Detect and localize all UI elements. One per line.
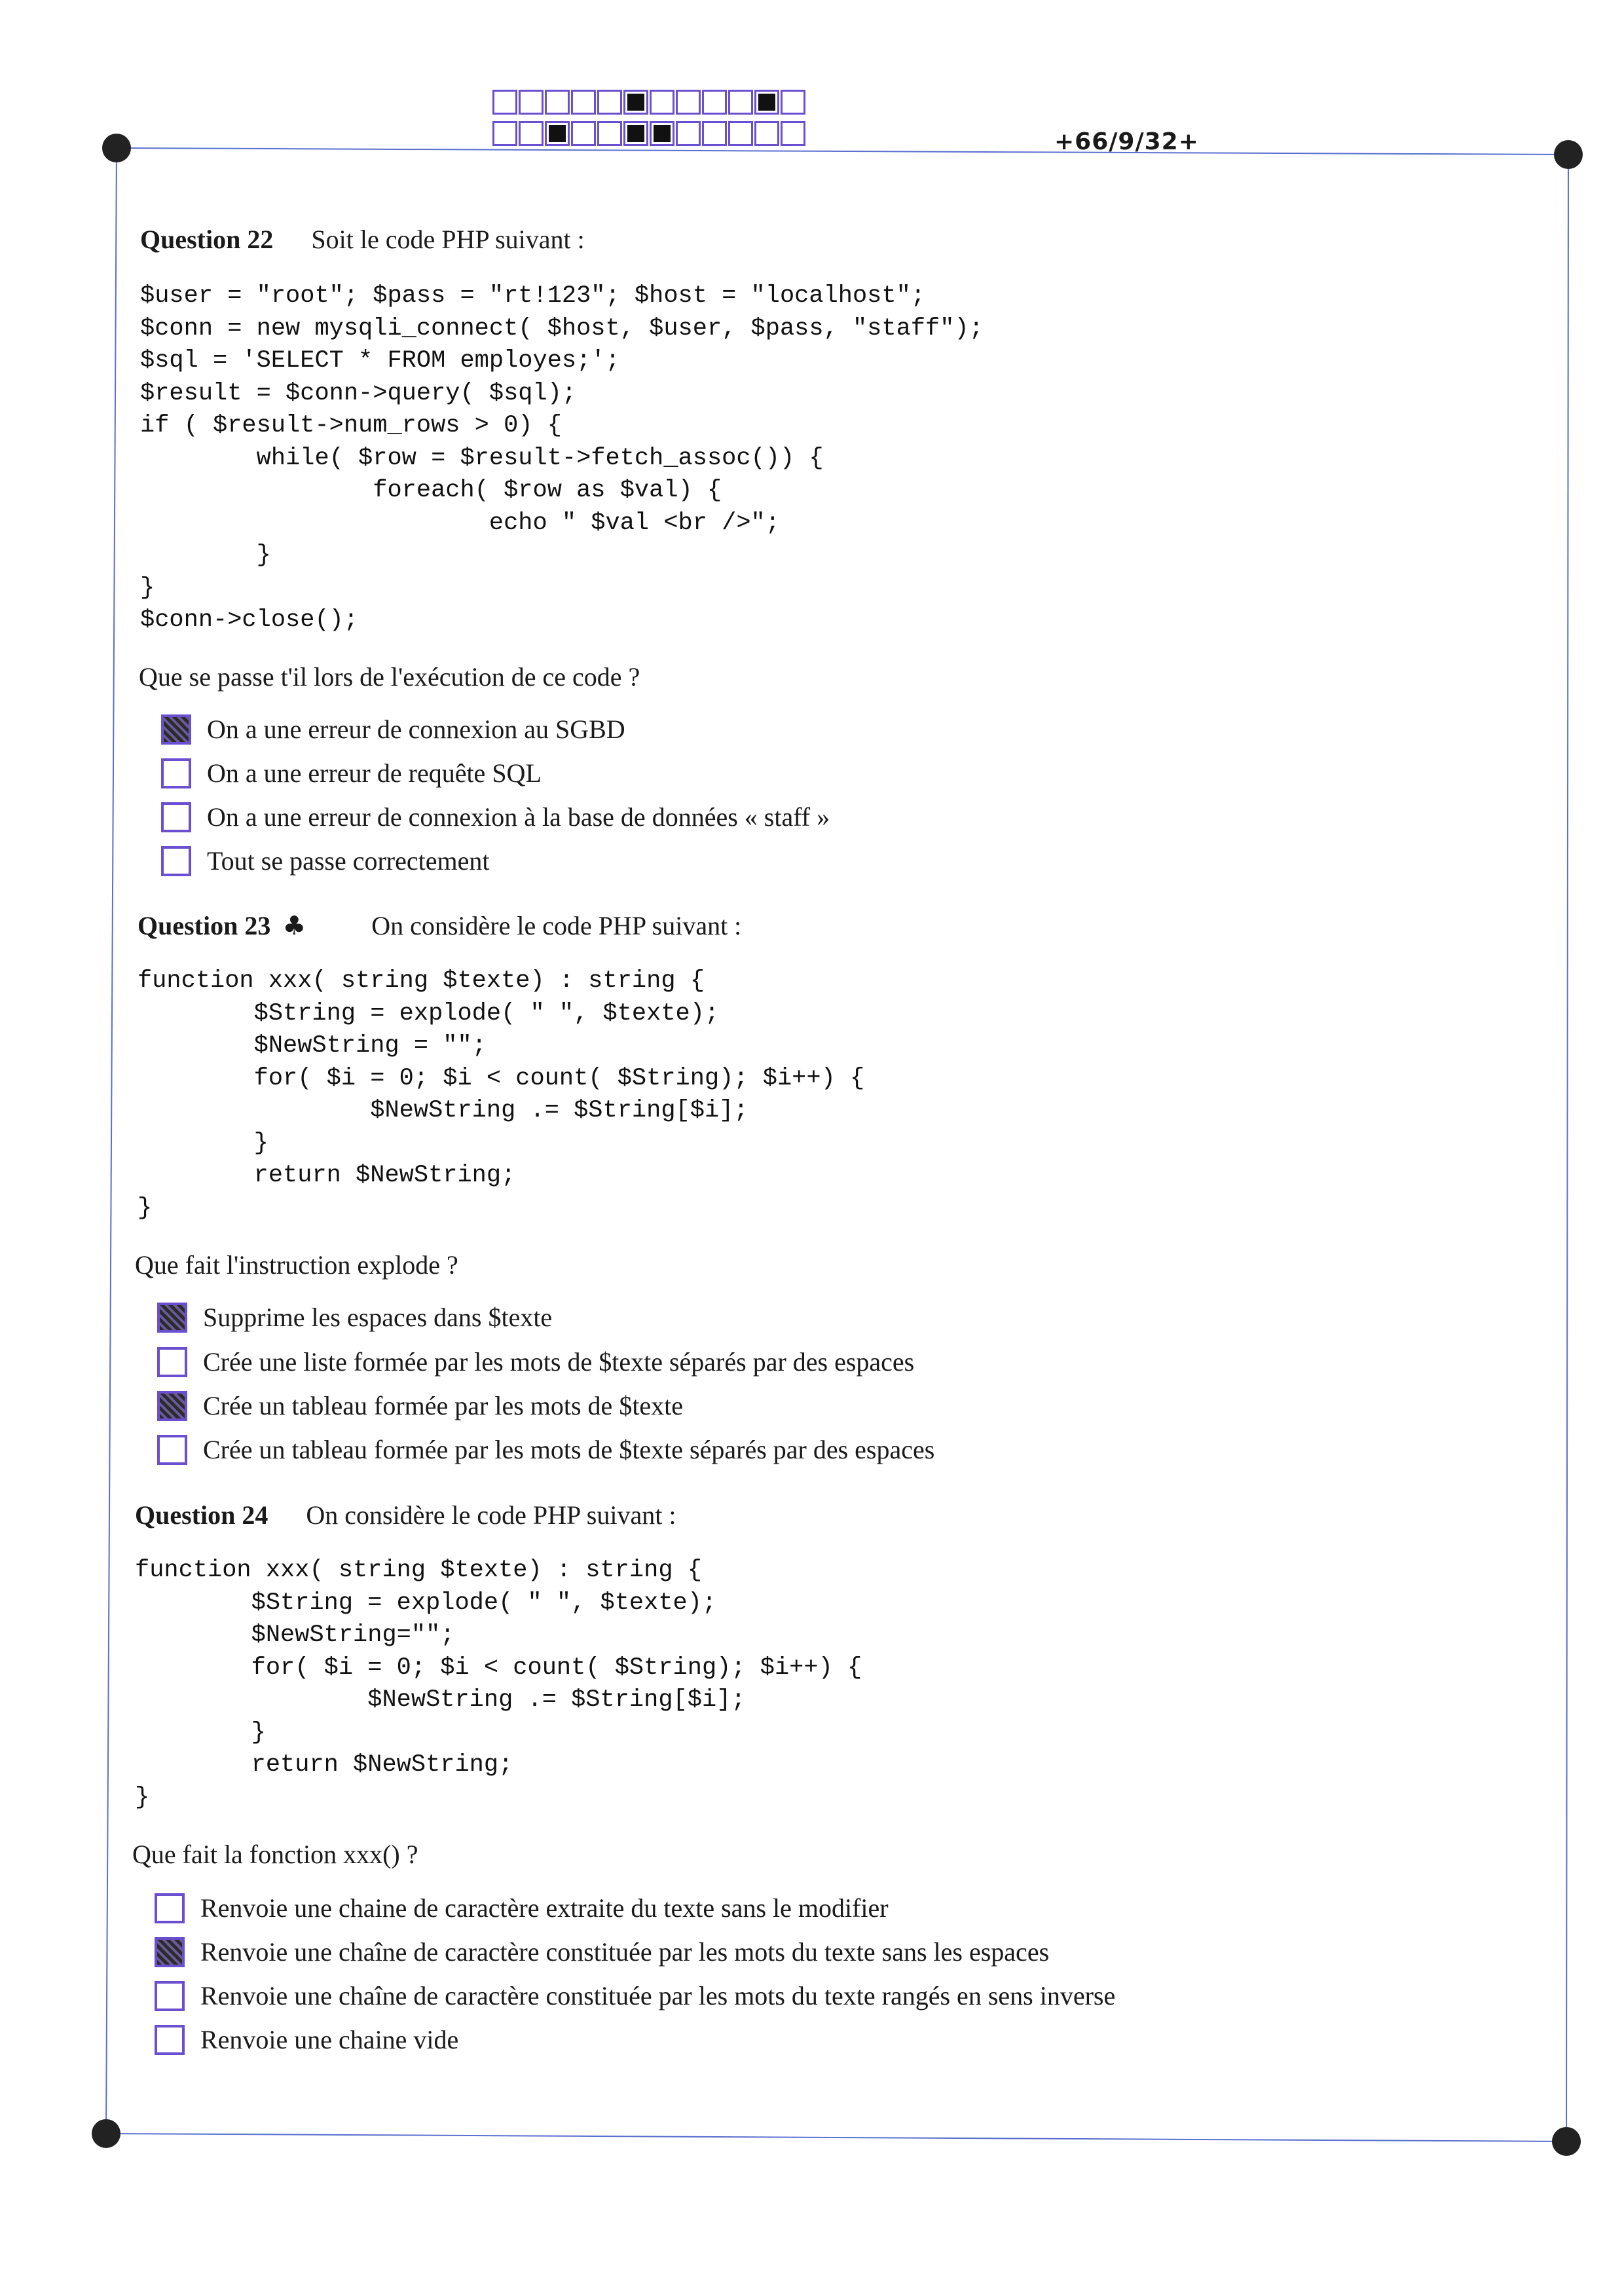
question-number: Question 23 — [138, 911, 271, 940]
corner-marker-top-right — [1554, 140, 1583, 169]
answer-checkbox[interactable] — [157, 1435, 187, 1465]
answer-option[interactable] — [157, 1390, 683, 1421]
answer-checkbox[interactable] — [161, 802, 191, 832]
barcode-cell — [650, 90, 674, 115]
answer-checkbox[interactable] — [161, 846, 191, 876]
answer-option[interactable] — [161, 714, 625, 745]
question-number: Question 24 — [135, 1500, 268, 1530]
corner-marker-bottom-left — [92, 2119, 120, 2148]
answer-label: Supprime les espaces dans $texte — [203, 1303, 553, 1332]
code-block: $user = "root"; $pass = "rt!123"; $host = "localhost"; $conn = new mysqli_connect( $host, $user, $pass, "staff"); $sql = 'SELECT * FROM employes;'; $result = $conn->query( $sql); if ( $result->num_rows > 0) { while( $row = $result->fetch_assoc()) { foreach( $row as $val) { echo " $val <br />"; } } $conn->close(); — [140, 282, 984, 634]
barcode-cell — [650, 121, 674, 146]
question-intro: On considère le code PHP suivant : — [306, 1500, 676, 1530]
barcode-cell — [545, 121, 570, 146]
question-intro: On considère le code PHP suivant : — [371, 911, 742, 940]
answer-checkbox[interactable] — [155, 1981, 185, 2011]
answer-checkbox[interactable] — [155, 1893, 185, 1923]
answer-checkbox[interactable] — [161, 758, 191, 788]
barcode-cell — [597, 90, 622, 115]
barcode-cell — [519, 121, 544, 146]
question-intro: Soit le code PHP suivant : — [311, 225, 585, 254]
barcode-cell — [781, 90, 805, 115]
barcode-cell — [571, 90, 596, 115]
answer-checkbox[interactable] — [157, 1391, 187, 1421]
barcode-cell — [728, 90, 753, 115]
answer-label: Renvoie une chaine de caractère extraite du texte sans le modifier — [200, 1893, 889, 1923]
answer-label: On a une erreur de connexion à la base de données « staff » — [207, 802, 830, 832]
answer-checkbox[interactable] — [155, 2025, 185, 2055]
barcode-cell — [519, 90, 544, 115]
barcode-cell — [702, 121, 727, 146]
barcode-row-2 — [492, 121, 807, 146]
barcode-cell — [545, 90, 570, 115]
answer-option[interactable] — [157, 1346, 914, 1377]
page-id: +66/9/32+ — [1054, 128, 1199, 155]
answer-option[interactable] — [161, 845, 489, 876]
barcode-cell — [492, 121, 517, 146]
answer-label: Renvoie une chaîne de caractère constituée par les mots du texte sans les espaces — [200, 1937, 1050, 1967]
answer-option[interactable] — [155, 1936, 1049, 1967]
barcode-cell — [702, 90, 727, 115]
barcode-cell — [597, 121, 622, 146]
barcode-row-1 — [492, 90, 807, 115]
answer-label: On a une erreur de connexion au SGBD — [207, 714, 625, 744]
club-icon: ♣ — [282, 911, 306, 941]
answer-label: Renvoie une chaîne de caractère constituée par les mots du texte rangés en sens inverse — [200, 1981, 1116, 2010]
question-prompt: Que fait la fonction xxx() ? — [132, 1840, 418, 1869]
answer-label: Renvoie une chaine vide — [200, 2025, 459, 2054]
answer-checkbox[interactable] — [155, 1937, 185, 1967]
barcode-cell — [754, 121, 779, 146]
answer-label: Crée un tableau formée par les mots de $texte — [203, 1391, 684, 1420]
answer-label: On a une erreur de requête SQL — [207, 758, 542, 788]
barcode-cell — [623, 121, 648, 146]
answer-option[interactable] — [161, 802, 830, 832]
answer-option[interactable] — [157, 1434, 934, 1465]
question-prompt: Que fait l'instruction explode ? — [135, 1250, 458, 1280]
corner-marker-bottom-right — [1552, 2127, 1581, 2156]
barcode-cell — [728, 121, 753, 146]
answer-checkbox[interactable] — [157, 1347, 187, 1377]
answer-option[interactable] — [155, 1893, 889, 1923]
code-block: function xxx( string $texte) : string { $String = explode( " ", $texte); $NewString=""; for( $i = 0; $i < count( $String); $i++) { $NewString .= $String[$i]; } return $NewString; } — [135, 1557, 862, 1811]
answer-label: Crée une liste formée par les mots de $texte séparés par des espaces — [203, 1347, 915, 1377]
question-number: Question 22 — [140, 225, 274, 254]
barcode-cell — [676, 121, 701, 146]
barcode-cell — [754, 90, 779, 115]
answer-option[interactable] — [155, 1980, 1115, 2011]
barcode-cell — [781, 121, 805, 146]
barcode-cell — [492, 90, 517, 115]
barcode-cell — [676, 90, 701, 115]
answer-checkbox[interactable] — [157, 1303, 187, 1333]
answer-label: Crée un tableau formée par les mots de $texte séparés par des espaces — [203, 1435, 935, 1464]
code-block: function xxx( string $texte) : string { $String = explode( " ", $texte); $NewString = ""; for( $i = 0; $i < count( $String); $i++) { $NewString .= $String[$i]; } return $NewString; } — [138, 967, 865, 1222]
corner-marker-top-left — [102, 134, 131, 162]
barcode-cell — [623, 90, 648, 115]
answer-option[interactable] — [155, 2024, 458, 2055]
barcode-cell — [571, 121, 596, 146]
answer-option[interactable] — [157, 1302, 552, 1333]
answer-label: Tout se passe correctement — [207, 846, 490, 876]
question-prompt: Que se passe t'il lors de l'exécution de ce code ? — [139, 662, 640, 692]
answer-option[interactable] — [161, 758, 542, 788]
answer-checkbox[interactable] — [161, 714, 191, 745]
